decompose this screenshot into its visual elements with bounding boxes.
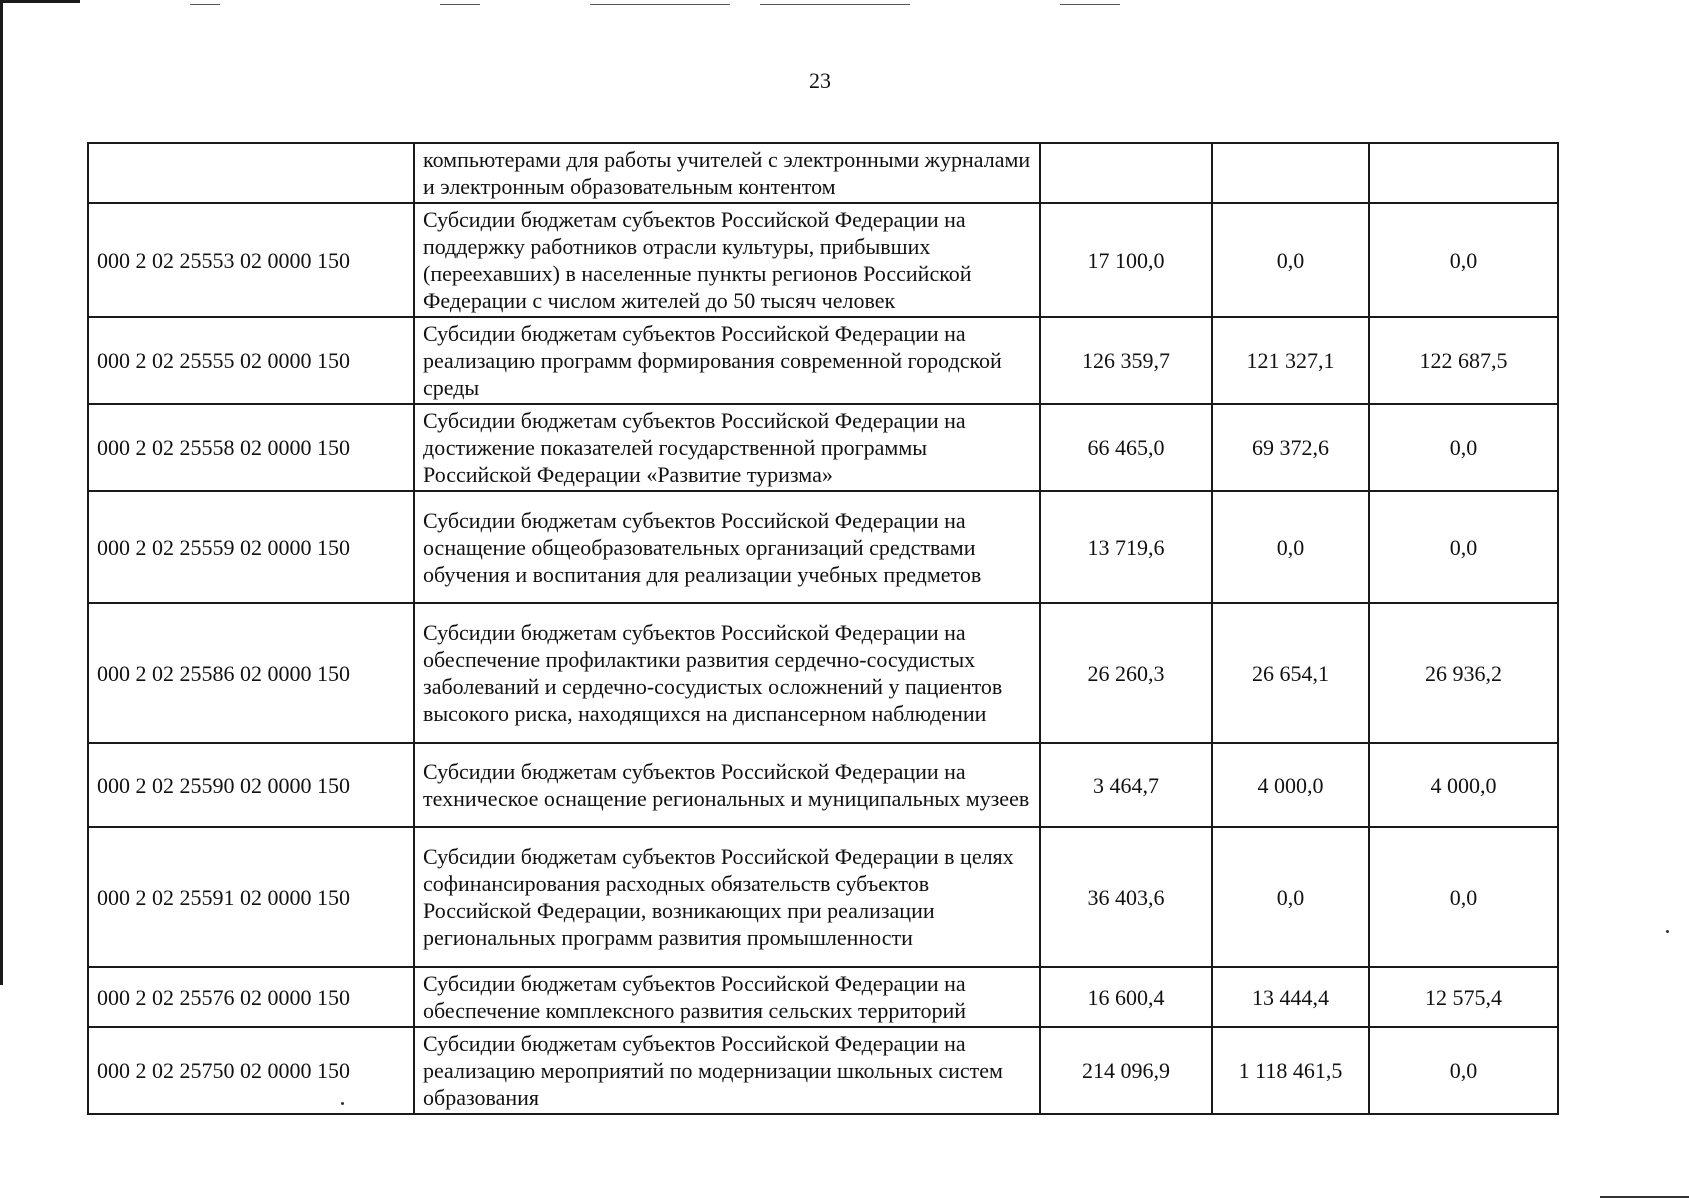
budget-code-cell	[88, 143, 414, 203]
table-row	[88, 743, 1558, 827]
amount-cell-1	[1040, 143, 1212, 203]
amount-cell-1: 26 260,3	[1040, 603, 1212, 743]
amount-cell-3: 4 000,0	[1369, 743, 1558, 827]
amount-cell-3: 0,0	[1369, 1027, 1558, 1114]
description-cell: Субсидии бюджетам субъектов Российской Федерации на реализацию мероприятий по модернизации школьных систем образования	[414, 1027, 1040, 1114]
amount-cell-1: 214 096,9	[1040, 1027, 1212, 1114]
description-cell: компьютерами для работы учителей с электронными журналами и электронным образовательным контентом	[414, 143, 1040, 203]
budget-code-cell: 000 2 02 25555 02 0000 150	[88, 317, 414, 404]
table-row	[88, 143, 1558, 203]
description-cell: Субсидии бюджетам субъектов Российской Федерации на поддержку работников отрасли культуры, прибывших (переехавших) в населенные пункты регионов Российской Федерации с числом жителей до 50 тысяч человек	[414, 203, 1040, 317]
amount-cell-2	[1212, 143, 1369, 203]
amount-cell-2: 0,0	[1212, 491, 1369, 603]
budget-code-cell: 000 2 02 25553 02 0000 150	[88, 203, 414, 317]
amount-cell-2: 4 000,0	[1212, 743, 1369, 827]
amount-cell-2: 0,0	[1212, 827, 1369, 967]
amount-cell-3: 0,0	[1369, 827, 1558, 967]
table-row	[88, 603, 1558, 743]
budget-code-cell: 000 2 02 25559 02 0000 150	[88, 491, 414, 603]
amount-cell-1: 66 465,0	[1040, 404, 1212, 491]
amount-cell-3: 0,0	[1369, 404, 1558, 491]
amount-cell-3: 122 687,5	[1369, 317, 1558, 404]
amount-cell-2: 1 118 461,5	[1212, 1027, 1369, 1114]
scan-mark	[440, 4, 480, 5]
page-number: 23	[809, 68, 831, 93]
budget-code-cell: 000 2 02 25586 02 0000 150	[88, 603, 414, 743]
scan-mark	[1060, 4, 1120, 5]
amount-cell-2: 121 327,1	[1212, 317, 1369, 404]
amount-cell-1: 126 359,7	[1040, 317, 1212, 404]
description-cell: Субсидии бюджетам субъектов Российской Федерации на реализацию программ формирования современной городской среды	[414, 317, 1040, 404]
description-cell: Субсидии бюджетам субъектов Российской Федерации в целях софинансирования расходных обязательств субъектов Российской Федерации, возникающих при реализации региональных программ развития промышленности	[414, 827, 1040, 967]
amount-cell-1: 36 403,6	[1040, 827, 1212, 967]
scan-edge-bottom	[1600, 1196, 1689, 1198]
amount-cell-1: 13 719,6	[1040, 491, 1212, 603]
description-cell: Субсидии бюджетам субъектов Российской Федерации на достижение показателей государственной программы Российской Федерации «Развитие туризма»	[414, 404, 1040, 491]
description-cell: Субсидии бюджетам субъектов Российской Федерации на техническое оснащение региональных и муниципальных музеев	[414, 743, 1040, 827]
scan-edge-top	[0, 0, 80, 3]
scan-mark	[760, 4, 910, 5]
amount-cell-3	[1369, 143, 1558, 203]
table-row	[88, 1027, 1558, 1114]
description-cell: Субсидии бюджетам субъектов Российской Федерации на обеспечение профилактики развития сердечно-сосудистых заболеваний и сердечно-сосудистых осложнений у пациентов высокого риска, находящихся на диспансерном наблюдении	[414, 603, 1040, 743]
budget-code-cell: 000 2 02 25558 02 0000 150	[88, 404, 414, 491]
table-row	[88, 203, 1558, 317]
amount-cell-3: 0,0	[1369, 203, 1558, 317]
scan-edge-left	[0, 0, 3, 985]
description-cell: Субсидии бюджетам субъектов Российской Федерации на оснащение общеобразовательных организаций средствами обучения и воспитания для реализации учебных предметов	[414, 491, 1040, 603]
amount-cell-1: 16 600,4	[1040, 967, 1212, 1027]
amount-cell-2: 26 654,1	[1212, 603, 1369, 743]
scan-mark	[590, 4, 730, 5]
description-cell: Субсидии бюджетам субъектов Российской Федерации на обеспечение комплексного развития сельских территорий	[414, 967, 1040, 1027]
budget-code-cell: 000 2 02 25576 02 0000 150	[88, 967, 414, 1027]
budget-code-cell: 000 2 02 25590 02 0000 150	[88, 743, 414, 827]
budget-code-cell: 000 2 02 25750 02 0000 150	[88, 1027, 414, 1114]
amount-cell-1: 17 100,0	[1040, 203, 1212, 317]
table-row	[88, 404, 1558, 491]
table-row	[88, 317, 1558, 404]
amount-cell-2: 0,0	[1212, 203, 1369, 317]
scan-mark	[190, 4, 220, 5]
table-row	[88, 967, 1558, 1027]
budget-code-cell: 000 2 02 25591 02 0000 150	[88, 827, 414, 967]
amount-cell-2: 69 372,6	[1212, 404, 1369, 491]
amount-cell-2: 13 444,4	[1212, 967, 1369, 1027]
table-row	[88, 827, 1558, 967]
table-row	[88, 491, 1558, 603]
amount-cell-3: 0,0	[1369, 491, 1558, 603]
budget-table	[87, 142, 1559, 1115]
amount-cell-3: 26 936,2	[1369, 603, 1558, 743]
amount-cell-3: 12 575,4	[1369, 967, 1558, 1027]
amount-cell-1: 3 464,7	[1040, 743, 1212, 827]
scan-speck	[1666, 930, 1669, 933]
